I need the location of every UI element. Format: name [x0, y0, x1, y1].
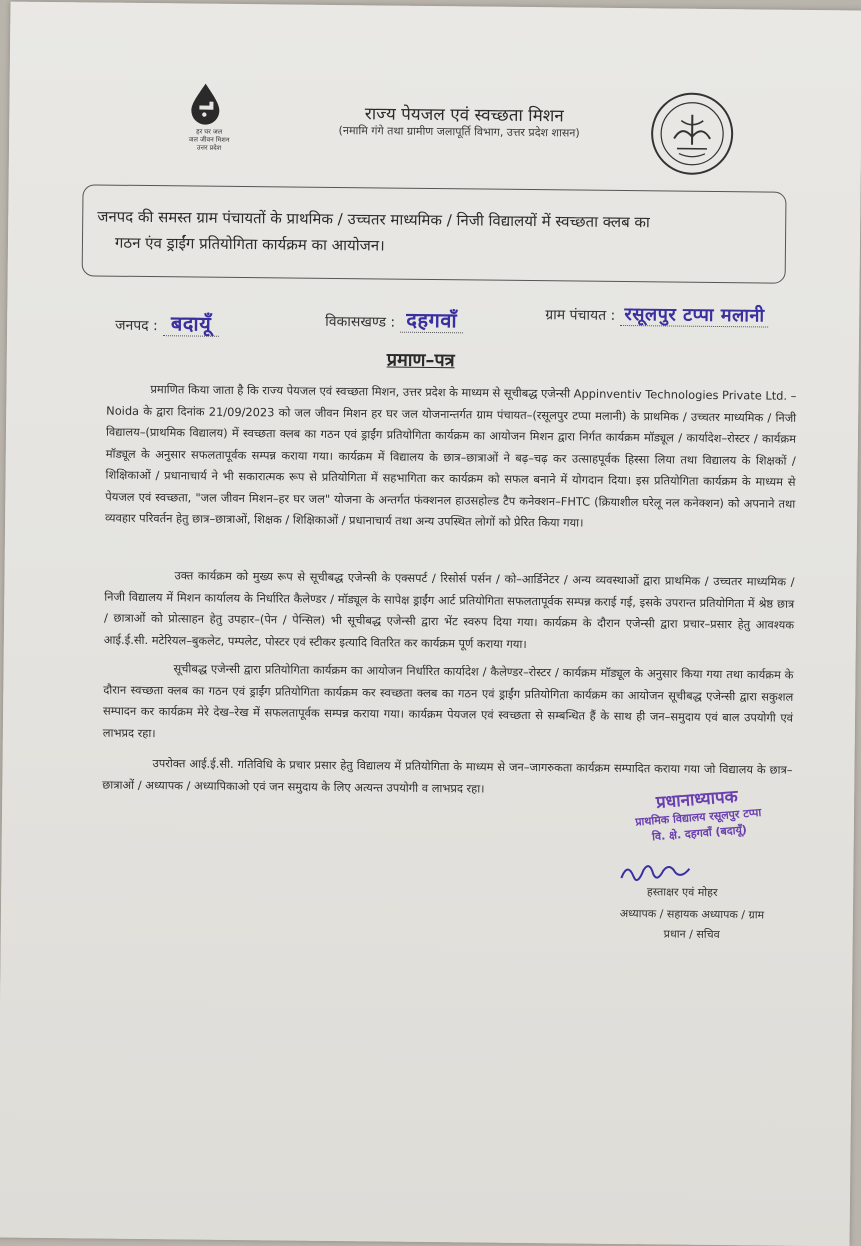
block-field	[325, 305, 463, 333]
headmaster-stamp: प्रधानाध्यापक प्राथमिक विद्यालय रसूलपुर टप्पा वि. क्षे. दहगवाँ (बदायूँ)	[634, 786, 762, 844]
certificate-title: प्रमाण–पत्र	[386, 349, 455, 372]
certificate-paragraph-1: प्रमाणित किया जाता है कि राज्य पेयजल एवं स्वच्छता मिशन, उत्तर प्रदेश के माध्यम से सूचीबद्ध एजेन्सी Appinventiv Technologies Private Ltd. – Noida के द्वारा दिनांक 21/09/2023 को जल जीवन मिशन हर घर जल योजनान्तर्गत ग्राम पंचायत–(रसूलपुर टप्पा मलानी) के प्राथमिक / उच्चतर माध्यमिक / निजी विद्यालय–(प्राथमिक विद्यालय) में स्वच्छता क्लब का गठन एवं ड्राईंग प्रतियोगिता कार्यक्रम का आयोजन मिशन द्वारा निर्गत कार्यक्रम मॉड्यूल / कार्यादेश–रोस्टर / कार्यक्रम मॉड्यूल के अनुसार सफलतापूर्वक सम्पन्न कराया गया। कार्यक्रम में विद्यालय के छात्र–छात्राओं ने बढ़–चढ़ कर उत्साहपूर्वक हिस्सा लिया तथा विद्यालय के शिक्षकों / शिक्षिकाओं / प्रधानाचार्य ने भी सकारात्मक रूप से प्रतियोगिता में सहभागिता कर कार्यक्रम को सफल बनाने में योगदान दिया। इस प्रतियोगिता कार्यक्रम के माध्यम से पेयजल एवं स्वच्छता, "जल जीवन मिशन–हर घर जल" योजना के अन्तर्गत फंक्शनल हाउसहोल्ड टैप कनेक्शन–FHTC (क्रियाशील घरेलू नल कनेक्शन) को अपनाने तथा व्यवहार परिवर्तन हेतु छात्र–छात्राओं, शिक्षक / शिक्षिकाओं / प्रधानाचार्य तथा अन्य उपस्थित लोगों को प्रेरित किया गया।	[105, 382, 797, 530]
signature-label: हस्ताक्षर एवं मोहर	[646, 885, 718, 900]
subject-box	[82, 184, 787, 283]
up-government-seal-icon	[649, 90, 736, 177]
block-value: दहगवाँ	[400, 308, 463, 334]
document-page	[0, 2, 861, 1246]
header-title: राज्य पेयजल एवं स्वच्छता मिशन	[364, 104, 564, 127]
district-value: बदायूँ	[163, 311, 220, 337]
certificate-paragraph-2: उक्त कार्यक्रम को मुख्य रूप से सूचीबद्ध एजेन्सी के एक्सपर्ट / रिसोर्स पर्सन / को–आर्डिनेटर / अन्य व्यवस्थाओं द्वारा प्राथमिक / उच्चतर माध्यमिक / निजी विद्यालय में मिशन कार्यालय के निर्धारित कैलेण्डर / मॉड्यूल के सापेक्ष ड्राईंग आर्ट प्रतियोगिता सफलतापूर्वक सम्पन्न कराई गई, इसके उपरान्त प्रतियोगिता में श्रेष्ठ छात्र / छात्राओं को प्रोत्साहन हेतु उपहार–(पेन / पेन्सिल) भी सूचीबद्ध एजेन्सी द्वारा भेंट स्वरुप दिया गया। कार्यक्रम के दौरान एजेन्सी द्वारा प्रचार–प्रसार हेतु आवश्यक आई.ई.सी. मटेरियल–बुकलेट, पम्पलेट, पोस्टर एवं स्टीकर इत्यादि वितरित कर कार्यक्रम पूर्ण कराया गया।	[103, 568, 795, 651]
block-label: विकासखण्ड :	[325, 313, 396, 331]
jal-jeevan-mission-logo	[169, 81, 250, 162]
certificate-paragraph-4: उपरोक्त आई.ई.सी. गतिविधि के प्रचार प्रसार हेतु विद्यालय में प्रतियोगिता के माध्यम से जन–जागरुकता कार्यक्रम सम्पादित कराया गया जो विद्यालय के छात्र–छात्राओं / अध्यापक / अध्यापिकाओ एवं जन समुदाय के लिए अत्यन्त उपयोगी व लाभप्रद रहा।	[102, 756, 793, 796]
panchayat-field	[545, 301, 769, 327]
district-field	[115, 309, 219, 337]
header-subtitle: (नमामि गंगे तथा ग्रामीण जलापूर्ति विभाग, उत्तर प्रदेश शासन)	[338, 124, 580, 140]
logo-caption: हर घर जल जल जीवन मिशन उत्तर प्रदेश	[188, 127, 230, 152]
water-drop-icon	[187, 81, 223, 125]
signatory-role: अध्यापक / सहायक अध्यापक / ग्राम प्रधान / सचिव	[619, 907, 765, 942]
panchayat-label: ग्राम पंचायत :	[545, 307, 616, 324]
panchayat-value: रसूलपुर टप्पा मलानी	[620, 304, 768, 328]
district-label: जनपद :	[115, 317, 158, 335]
subject-text: जनपद की समस्त ग्राम पंचायतों के प्राथमिक / उच्चतर माध्यमिक / निजी विद्यालयों में स्वच्छता क्लब का गठन एंव ड्राईंग प्रतियोगिता कार्यक्रम का आयोजन।	[97, 207, 650, 255]
certificate-paragraph-3: सूचीबद्ध एजेन्सी द्वारा प्रतियोगिता कार्यक्रम का आयोजन निर्धारित कार्यादेश / कैलेण्डर–रोस्टर / कार्यक्रम मॉड्यूल के अनुसार किया गया तथा कार्यक्रम के दौरान स्वच्छता क्लब का गठन एवं ड्राईंग प्रतियोगिता कार्यक्रम कर स्वच्छता क्लब का गठन एवं ड्राईंग प्रतियोगिता कार्यक्रम का आयोजन सूचीबद्ध एजेन्सी द्वारा सकुशल सम्पादन कर कार्यक्रम मेरे देख–रेख में सफलतापूर्वक सम्पन्न कराया गया। कार्यक्रम पेयजल एवं स्वच्छता से सम्बन्धित हैं के साथ ही जन–समुदाय एवं बाल उपयोगी एवं लाभप्रद रहा।	[102, 661, 794, 740]
